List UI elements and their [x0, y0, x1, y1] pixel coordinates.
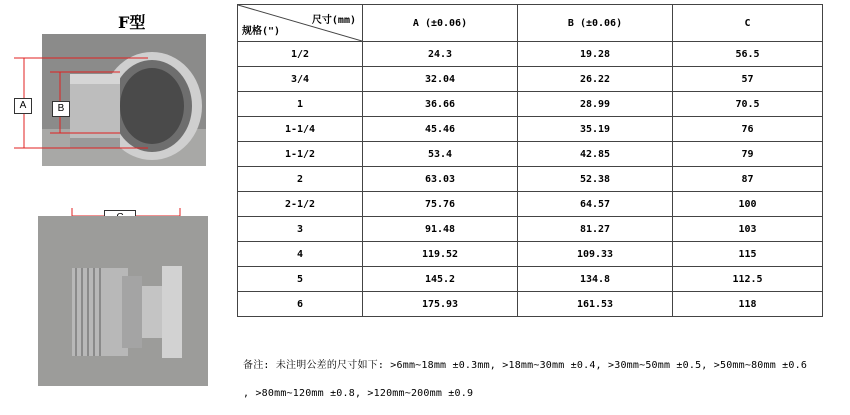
tolerance-note — [243, 352, 843, 408]
table-cell: 2 — [238, 167, 363, 192]
table-cell: 6 — [238, 292, 363, 317]
table-cell: 112.5 — [673, 267, 823, 292]
table-cell: 26.22 — [518, 67, 673, 92]
table-cell: 56.5 — [673, 42, 823, 67]
table-header-row — [238, 5, 823, 42]
table-cell: 57 — [673, 67, 823, 92]
table-cell: 5 — [238, 267, 363, 292]
fitting-side-photo — [38, 216, 208, 386]
header-spec: 规格(") — [242, 26, 281, 37]
header-col-c: C — [673, 5, 823, 42]
table-cell: 35.19 — [518, 117, 673, 142]
table-cell: 161.53 — [518, 292, 673, 317]
table-cell: 103 — [673, 217, 823, 242]
table-row — [238, 267, 823, 292]
header-diagonal-cell — [238, 5, 363, 42]
table-cell: 1-1/4 — [238, 117, 363, 142]
header-unit: 尺寸(mm) — [311, 15, 356, 26]
table-cell: 1 — [238, 92, 363, 117]
table-cell: 53.4 — [363, 142, 518, 167]
table-cell: 81.27 — [518, 217, 673, 242]
table-cell: 3/4 — [238, 67, 363, 92]
table-cell: 19.28 — [518, 42, 673, 67]
table-cell: 32.04 — [363, 67, 518, 92]
table-row — [238, 92, 823, 117]
table-row — [238, 242, 823, 267]
specification-table — [237, 4, 823, 317]
table-cell: 115 — [673, 242, 823, 267]
table-cell: 109.33 — [518, 242, 673, 267]
table-cell: 145.2 — [363, 267, 518, 292]
table-cell: 52.38 — [518, 167, 673, 192]
table-cell: 1-1/2 — [238, 142, 363, 167]
figure-title: F型 — [118, 13, 146, 32]
table-row — [238, 117, 823, 142]
table-cell: 87 — [673, 167, 823, 192]
note-line-2: , >80mm~120mm ±0.8, >120mm~200mm ±0.9 — [243, 388, 474, 399]
dimension-b-label: B — [52, 101, 70, 117]
table-cell: 70.5 — [673, 92, 823, 117]
dimension-a-label: A — [14, 98, 32, 114]
table-cell: 119.52 — [363, 242, 518, 267]
table-cell: 45.46 — [363, 117, 518, 142]
table-row — [238, 192, 823, 217]
table-row — [238, 42, 823, 67]
table-cell: 42.85 — [518, 142, 673, 167]
table-row — [238, 167, 823, 192]
table-row — [238, 142, 823, 167]
table-cell: 4 — [238, 242, 363, 267]
table-cell: 76 — [673, 117, 823, 142]
table-cell: 1/2 — [238, 42, 363, 67]
header-col-b: B (±0.06) — [518, 5, 673, 42]
table-cell: 28.99 — [518, 92, 673, 117]
table-row — [238, 292, 823, 317]
table-cell: 36.66 — [363, 92, 518, 117]
table-cell: 118 — [673, 292, 823, 317]
table-cell: 175.93 — [363, 292, 518, 317]
header-col-a: A (±0.06) — [363, 5, 518, 42]
table-row — [238, 217, 823, 242]
table-cell: 134.8 — [518, 267, 673, 292]
table-cell: 100 — [673, 192, 823, 217]
table-cell: 3 — [238, 217, 363, 242]
table-cell: 79 — [673, 142, 823, 167]
note-line-1: 备注: 未注明公差的尺寸如下: >6mm~18mm ±0.3mm, >18mm~30mm ±0.4, >30mm~50mm ±0.5, >50mm~80mm ±0.6 — [243, 360, 808, 371]
table-row — [238, 67, 823, 92]
table-cell: 64.57 — [518, 192, 673, 217]
table-cell: 75.76 — [363, 192, 518, 217]
table-cell: 91.48 — [363, 217, 518, 242]
table-cell: 24.3 — [363, 42, 518, 67]
table-cell: 63.03 — [363, 167, 518, 192]
table-cell: 2-1/2 — [238, 192, 363, 217]
